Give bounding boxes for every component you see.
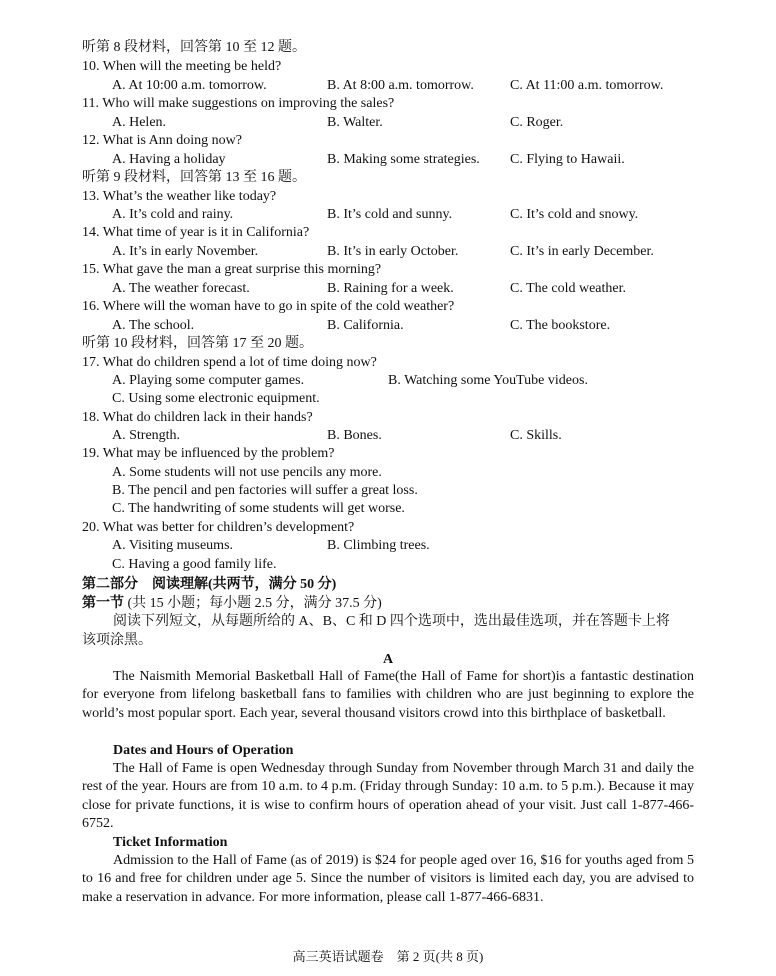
q13-option-a: A. It’s cold and rainy. [112, 207, 234, 222]
q15-option-b: B. Raining for a week. [327, 281, 454, 296]
dates-text: The Hall of Fame is open Wednesday through Sunday from November through March 31 and daily the rest of the year. Hours are from 10 a.m. to 4 p.m. (Friday through Sunday: 10 a.m. to 5 p.m.). Because it may close for private functions, it is wise to confirm hours of operation ahead of your visit. Just call 1-877-466-6752. [82, 761, 694, 831]
question-14: 14. What time of year is it in California? [82, 225, 310, 240]
page-footer: 高三英语试题卷 第 2 页(共 8 页) [292, 949, 484, 964]
q17-option-a: A. Playing some computer games. [112, 373, 305, 388]
passage-label: A [382, 652, 394, 667]
section-10-instruction: 听第 10 段材料，回答第 17 至 20 题。 [82, 336, 313, 351]
question-13: 13. What’s the weather like today? [82, 189, 277, 204]
passage-intro [82, 668, 694, 723]
q19-option-a: A. Some students will not use pencils any more. [112, 465, 382, 480]
question-12: 12. What is Ann doing now? [82, 133, 242, 148]
q17-option-c: C. Using some electronic equipment. [112, 391, 320, 406]
q14-option-a: A. It’s in early November. [112, 244, 259, 259]
section-1-label: 第一节 [82, 596, 124, 611]
q18-option-c: C. Skills. [510, 428, 562, 443]
q12-option-c: C. Flying to Hawaii. [510, 152, 625, 167]
q16-option-a: A. The school. [112, 318, 195, 333]
section-1-description: (共 15 小题；每小题 2.5 分，满分 37.5 分) [127, 596, 382, 611]
question-15: 15. What gave the man a great surprise this morning? [82, 262, 382, 277]
ticket-heading: Ticket Information [113, 835, 228, 850]
q10-option-b: B. At 8:00 a.m. tomorrow. [327, 78, 474, 93]
q19-option-c: C. The handwriting of some students will get worse. [112, 501, 405, 516]
question-16: 16. Where will the woman have to go in spite of the cold weather? [82, 299, 455, 314]
q13-option-c: C. It’s cold and snowy. [510, 207, 639, 222]
ticket-paragraph [82, 852, 694, 907]
q14-option-c: C. It’s in early December. [510, 244, 654, 259]
q20-option-b: B. Climbing trees. [327, 538, 430, 553]
q20-option-a: A. Visiting museums. [112, 538, 234, 553]
section-8-instruction: 听第 8 段材料，回答第 10 至 12 题。 [82, 40, 306, 55]
q20-option-c: C. Having a good family life. [112, 557, 277, 572]
question-18: 18. What do children lack in their hands? [82, 410, 313, 425]
q11-option-c: C. Roger. [510, 115, 564, 130]
dates-paragraph [82, 760, 694, 833]
question-11: 11. Who will make suggestions on improving the sales? [82, 96, 395, 111]
q18-option-b: B. Bones. [327, 428, 382, 443]
passage-intro-text: The Naismith Memorial Basketball Hall of Fame(the Hall of Fame for short)is a fantastic destination for everyone from lifelong basketball fans to families with children who are just beginning to explore the world’s most popular sport. Each year, several thousand visitors crowd into this birthplace of basketball. [82, 669, 694, 721]
section-1-header [82, 595, 382, 613]
directions-line-2: 该项涂黑。 [82, 633, 152, 648]
q15-option-a: A. The weather forecast. [112, 281, 250, 296]
q16-option-b: B. California. [327, 318, 404, 333]
q11-option-a: A. Helen. [112, 115, 167, 130]
question-19: 19. What may be influenced by the problem? [82, 446, 335, 461]
q11-option-b: B. Walter. [327, 115, 383, 130]
question-10: 10. When will the meeting be held? [82, 59, 282, 74]
q12-option-a: A. Having a holiday [112, 152, 226, 167]
q15-option-c: C. The cold weather. [510, 281, 626, 296]
q16-option-c: C. The bookstore. [510, 318, 611, 333]
q12-option-b: B. Making some strategies. [327, 152, 480, 167]
question-17: 17. What do children spend a lot of time doing now? [82, 355, 377, 370]
part-2-title: 第二部分 阅读理解(共两节，满分 50 分) [82, 577, 337, 592]
q17-option-b: B. Watching some YouTube videos. [388, 373, 588, 388]
dates-heading: Dates and Hours of Operation [113, 743, 294, 758]
directions-line-1: 阅读下列短文，从每题所给的 A、B、C 和 D 四个选项中，选出最佳选项，并在答题卡上将 [113, 614, 670, 629]
q18-option-a: A. Strength. [112, 428, 181, 443]
q10-option-c: C. At 11:00 a.m. tomorrow. [510, 78, 664, 93]
ticket-text: Admission to the Hall of Fame (as of 2019) is $24 for people aged over 16, $16 for youths aged from 5 to 16 and free for children under age 5. Since the number of visitors is limited each day, you are advised to make a reservation in advance. For more information, please call 1-877-466-6831. [82, 853, 694, 905]
section-9-instruction: 听第 9 段材料，回答第 13 至 16 题。 [82, 170, 306, 185]
q10-option-a: A. At 10:00 a.m. tomorrow. [112, 78, 267, 93]
q14-option-b: B. It’s in early October. [327, 244, 459, 259]
question-20: 20. What was better for children’s development? [82, 520, 355, 535]
q13-option-b: B. It’s cold and sunny. [327, 207, 453, 222]
q19-option-b: B. The pencil and pen factories will suffer a great loss. [112, 483, 418, 498]
